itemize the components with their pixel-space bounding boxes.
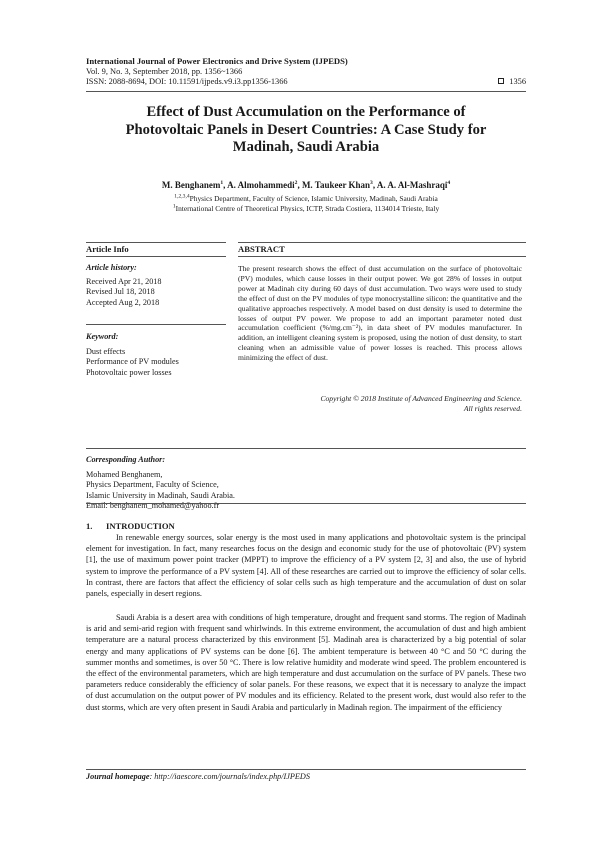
keyword: Photovoltaic power losses xyxy=(86,367,172,377)
author-list: M. Benghanem$^1$, A. Almohammedi$^2$, M. Taukeer Khan$^3$, A. A. Al-Mashraqi$^4$ xyxy=(161,180,451,190)
section-heading xyxy=(86,521,175,531)
volume-line: Vol. 9, No. 3, September 2018, pp. 1356~1366 xyxy=(86,66,243,76)
title-line: Madinah, Saudi Arabia xyxy=(232,139,380,156)
affiliation-mark: 1 xyxy=(172,203,176,210)
homepage-url[interactable]: : http://iaescore.com/journals/index.php/IJPEDS xyxy=(149,772,310,781)
paper-title xyxy=(90,104,522,157)
article-info-top-rule xyxy=(86,242,226,243)
corresponding-line: Islamic University in Madinah, Saudi Arabia. xyxy=(86,490,235,500)
author-name: A. Almohammedi xyxy=(227,180,295,190)
corresponding-details xyxy=(86,470,235,512)
body-paragraph: Saudi Arabia is a desert area with conditions of high temperature, drought and frequent sand storms. The region of Madinah is arid and semi-arid region with frequent sand whirlwinds. In this extreme environment, the accumulation of dust and high ambient temperature are a natural process characterized by this environment [5]. Madinah area is characterized by a big potential of solar energy and many applications of PV systems can be done [6]. The ambient temperature is between 40 °C and 50 °C during the summer months and sometimes, is over 50 °C. There is low relative humidity and moderate wind speed. The problem encountered is the effect of the environmental parameters, which are high temperature and dust accumulation on the surface of PV panels. These two parameters reduce considerably the efficiency of solar panels. For these reasons, we expect that it is necessary to analyze the impact of dust accumulation on the output power of PV modules and its efficiency. Related to the present work, dust would also refer to the dust storms, which are very often present in Saudi Arabia and particularly in Madinah region. The impairment of the efficiency xyxy=(86,613,526,712)
copyright-line: All rights reserved. xyxy=(463,403,522,413)
title-line: Photovoltaic Panels in Desert Countries: A Case Study for xyxy=(125,121,487,138)
author-affiliation-mark: 3 xyxy=(370,180,373,186)
title-line: Effect of Dust Accumulation on the Performance of xyxy=(146,104,466,120)
affiliation-text: International Centre of Theoretical Physics, ICTP, Strada Costiera, 1134014 Trieste, Italy xyxy=(175,203,440,213)
article-history xyxy=(86,277,162,308)
affiliation-mark: 1,2,3,4 xyxy=(174,193,190,200)
author-name: M. Benghanem xyxy=(161,180,221,190)
abstract-heading: ABSTRACT xyxy=(238,244,285,254)
square-icon xyxy=(498,78,504,84)
affiliation xyxy=(86,194,526,204)
affiliation-list xyxy=(86,194,526,213)
journal-header xyxy=(86,56,526,88)
copyright-line: Copyright © 2018 Institute of Advanced Engineering and Science. xyxy=(320,394,522,403)
history-date: Received Apr 21, 2018 xyxy=(86,277,162,286)
corresponding-line: Mohamed Benghanem, xyxy=(86,470,163,479)
keyword-list xyxy=(86,347,179,378)
footer-divider xyxy=(86,769,526,770)
keyword-label: Keyword: xyxy=(86,332,119,341)
body-paragraph: In renewable energy sources, solar energy is the most used in many applications and photovoltaic system is the principal element for investigation. In fact, many researches focus on the design and economic study for the use of photovoltaic (PV) system [1], the use of maximum power point tracker (MPPT) to improve the efficiency of a PV system [2, 3] and also, the use of hybrid system to improve the performance of a PV system [4]. All of these researches are carried out to improve the efficiency of solar cells. In contrast, there are factors that affect the efficiency of solar cells such as high temperature and the accumulation of dust on solar panels, especially in desert regions. xyxy=(86,533,526,599)
corresponding-email: Email: benghanem_mohamed@yahoo.fr xyxy=(86,501,220,511)
author-affiliation-mark: 2 xyxy=(294,180,298,186)
issn-row xyxy=(86,77,526,88)
corresponding-label: Corresponding Author: xyxy=(86,455,166,464)
corresponding-line: Physics Department, Faculty of Science, xyxy=(86,480,219,490)
section-number: 1. xyxy=(86,521,93,531)
journal-homepage xyxy=(86,772,310,781)
copyright-notice xyxy=(238,394,522,414)
corresponding-bottom-rule xyxy=(86,503,526,504)
homepage-label: Journal homepage xyxy=(86,772,150,781)
issn-line: ISSN: 2088-8694, DOI: 10.11591/ijpeds.v9.i3.pp1356-1366 xyxy=(86,77,288,87)
author-name: M. Taukeer Khan xyxy=(301,180,371,190)
author-affiliation-mark: 4 xyxy=(447,180,451,186)
header-divider xyxy=(86,91,526,92)
author-affiliation-mark: 1 xyxy=(220,180,224,186)
author-name: A. A. Al-Mashraqi xyxy=(376,180,448,190)
abstract-text: The present research shows the effect of dust accumulation on the surface of photovoltaic (PV) modules, which cause losses in their output power. We got 28% of losses in output power at Madinah city during 60 days of dust accumulation. Two ways were used to study the effect of dust on the PV modules of type monocrystalline silicon: the quantitative and the qualitative approaches respectively. A model based on dust density is used to determine the losses of output PV power. We propose to add an important parameter noted dust accumulation coefficient (%/mg.cm⁻²), in data sheet of PV modules manufacturer. In addition, an intelligent cleaning system is proposed, using the notion of dust density, to start cleaning when an admissible value of power losses is reached. This process allows minimizing the effect of dust. xyxy=(238,264,522,363)
article-info-head-rule xyxy=(86,256,226,257)
page-number: 1356 xyxy=(509,77,526,87)
section-title: INTRODUCTION xyxy=(106,521,175,531)
abstract-top-rule xyxy=(238,242,526,243)
history-rule xyxy=(86,324,226,325)
keyword: Performance of PV modules xyxy=(86,357,179,367)
affiliation xyxy=(86,204,526,214)
history-date: Revised Jul 18, 2018 xyxy=(86,287,155,297)
abstract-head-rule xyxy=(238,256,526,257)
journal-name: International Journal of Power Electronics and Drive System (IJPEDS) xyxy=(86,56,348,66)
corresponding-top-rule xyxy=(86,448,526,449)
article-history-label: Article history: xyxy=(86,263,137,272)
affiliation-text: Physics Department, Faculty of Science, Islamic University, Madinah, Saudi Arabia xyxy=(189,194,438,203)
keyword: Dust effects xyxy=(86,347,126,356)
history-date: Accepted Aug 2, 2018 xyxy=(86,297,160,307)
article-info-heading: Article Info xyxy=(86,244,129,254)
